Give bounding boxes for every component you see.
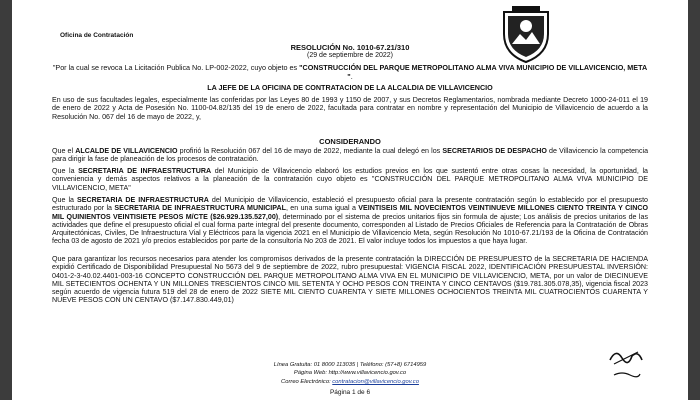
- page-number: Página 1 de 6: [329, 389, 371, 396]
- paragraph-availability: Que para garantizar los recursos necesarios para atender los compromisos derivados de la presente contratación la DIRECCIÓN DE PRESUPUESTO de la SECRETARIA DE HACIENDA expidió Certificado de Disponibilidad Presupuestal No 5673 del 9 de septiembre de 2022, rubro presupuestal: VIGENCIA FISCAL 2022, IDENTIFICACIÓN PRESUPUESTAL INVERSIÓN: 0401-2-3-40.02.4401-003-16 CONCEPTO CONSTRUCCIÓN DEL PARQUE METROPOLITANO ALMA VIVA EN EL MUNICIPIO DE VILLAVICENCIO, META, por un valor de DIECINUEVE MIL SETECIENTOS OCHENTA Y UN MILLONES TRESCIENTOS CINCO MIL SETENTA Y OCHO PESOS CON TREINTA Y CINCO CENTAVOS ($19.781.305.078,35), vigencia fiscal 2023 según acuerdo de vigencia futura 519 del 28 de enero de 2022 SIETE MIL CIENTO CUARENTA Y SIETE MILLONES OCHOCIENTOS TREINTA MIL CUATROCIENTOS CUARENTA Y NUEVE PESOS CON UN CENTAVO ($7.147.830.449,01): [52, 255, 648, 305]
- intro-paragraph: En uso de sus facultades legales, especialmente las conferidas por las Leyes 80 de 1993 y 1150 de 2007, y sus Decretos Reglamentarios, nombrada mediante Decreto 1000-24-011 el 19 de enero de 2022 y Acta de Posesión No. 1100-04.82/135 del 19 de enero de 2022, facultada para contratar en nombre y representación del Municipio de Villavicencio de acuerdo a la Resolución No. 067 del 16 de mayo de 2022, y,: [52, 96, 648, 121]
- considerando-heading: CONSIDERANDO: [319, 137, 381, 146]
- resolution-title: RESOLUCIÓN No. 1010-67.21/310: [290, 43, 410, 52]
- authority-heading: LA JEFE DE LA OFICINA DE CONTRATACION DE LA ALCALDIA DE VILLAVICENCIO: [207, 83, 493, 92]
- footer-email-line: Correo Electrónico: contratacion@villavicencio.gov.co: [281, 379, 419, 385]
- footer-phone: Línea Gratuita: 01 8000 113035 | Teléfono: (57+8) 6714959: [273, 362, 427, 368]
- footer-website[interactable]: Página Web: http://www.villavicencio.gov.co: [293, 370, 407, 376]
- paragraph-budget: Que la SECRETARIA DE INFRAESTRUCTURA del Municipio de Villavicencio, estableció el presupuesto oficial para la presente contratación según lo establecido por el presupuesto estructurado por la SECRETARIA DE INFRAESTRUCTURA MUNICIPAL, en una suma igual a VEINTISEIS MIL NOVECIENTOS VEINTINUEVE MILLONES CIENTO TREINTA Y CINCO MIL QUINIENTOS VEINTISIETE PESOS M/CTE ($26.929.135.527,00), determinado por el sistema de precios unitarios fijos sin formula de ajuste; Los análisis de precios unitarios de las actividades que define el presupuesto oficial el cual forma parte integral del presente documento, corresponden al Listado de Precios Oficiales de Referencia para la Contratación de Obras Arquitectónicas, Civiles, De Infraestructura Vial y Eléctricos para la vigencia 2021 en el Municipio de Villavicencio Meta, según Resolución No 1010-67.21/193 de la Oficina de Contratación fecha 03 de agosto de 2021 y/o precios establecidos por parte de la consultoría No 203 de 2021. El valor incluye todos los impuestos a que haya lugar.: [52, 196, 649, 246]
- footer-email-link[interactable]: contratacion@villavicencio.gov.co: [332, 379, 419, 385]
- paragraph-delegation: Que el ALCALDE DE VILLAVICENCIO profirió la Resolución 067 del 16 de mayo de 2022, mediante la cual delegó en los SECRETARIOS DE DESPACHO de Villavicencio la competencia para dirigir la fase de planeación de los procesos de contratación.: [52, 147, 649, 164]
- resolution-subject: "Por la cual se revoca La Licitación Publica No. LP-002-2022, cuyo objeto es "CONSTRUCCIÓN DEL PARQUE METROPOLITANO ALMA VIVA MUNICIPIO DE VILLAVICENCIO, META ".: [52, 63, 648, 81]
- document-page[interactable]: [12, 0, 688, 400]
- resolution-date: (29 de septiembre de 2022): [307, 52, 393, 59]
- paragraph-studies: Que la SECRETARIA DE INFRAESTRUCTURA del Municipio de Villavicencio elaboró los estudios previos en los que sustentó entre otras cosas la necesidad, la oportunidad, la conveniencia y demás aspectos relativos a la planeación de la contratación cuyo objeto es "CONSTRUCCIÓN DEL PARQUE METROPOLITANO ALMA VIVA MUNICIPIO DE VILLAVICENCIO, META": [52, 167, 648, 192]
- office-label: Oficina de Contratación: [60, 32, 134, 39]
